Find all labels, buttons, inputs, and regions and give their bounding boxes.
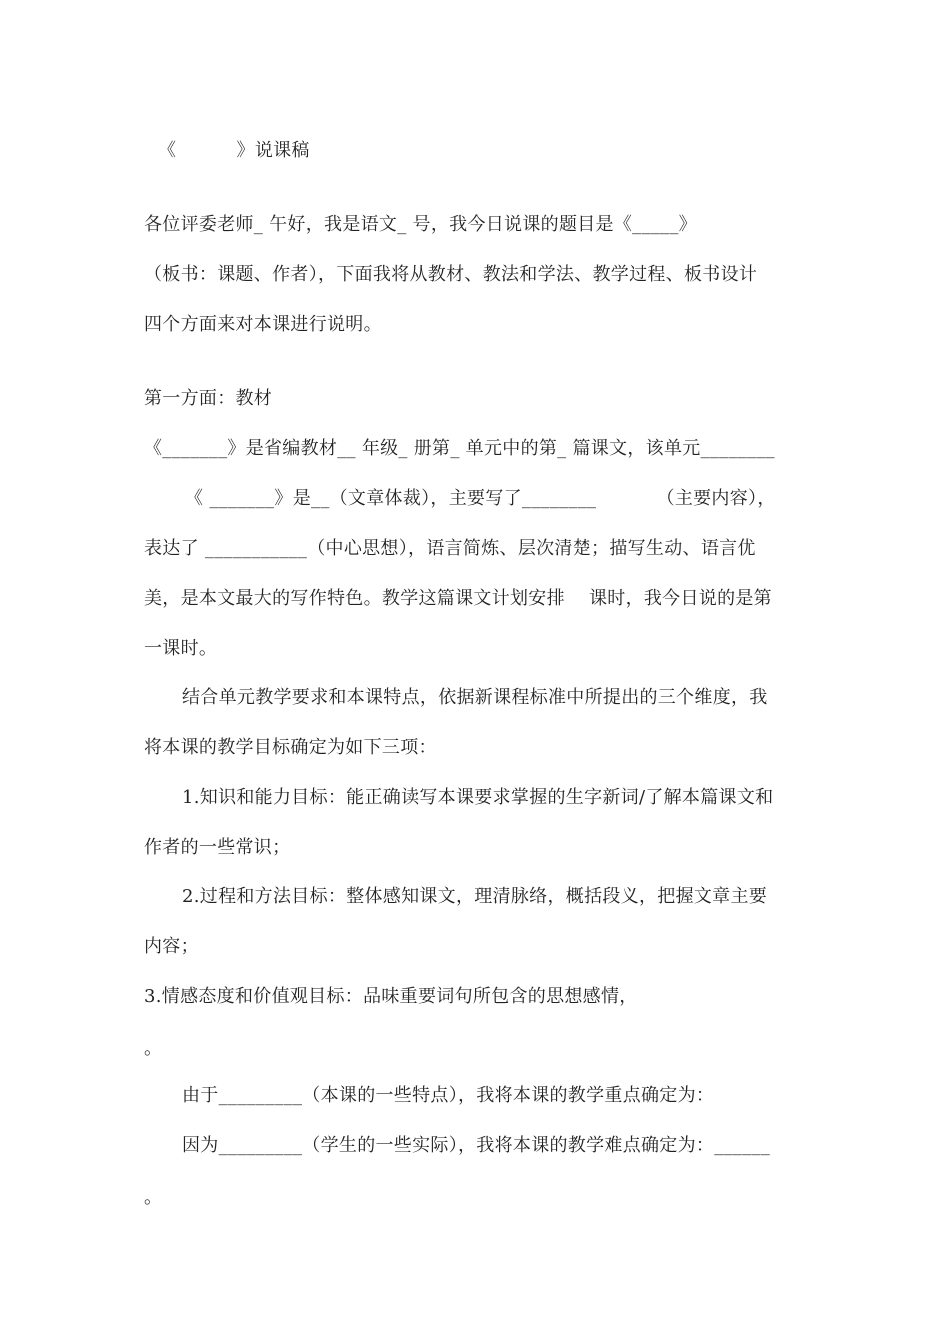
paragraph-line: 将本课的教学目标确定为如下三项： [144,737,437,758]
paragraph-line: 作者的一些常识； [144,837,291,858]
paragraph-line: （板书：课题、作者），下面我将从教材、教法和学法、教学过程、板书设计 [144,264,758,285]
paragraph-line: 《 _______》是__（文章体裁），主要写了________ （主要内容）， [185,488,776,509]
paragraph-line: 一课时。 [144,638,218,659]
paragraph-line: 四个方面来对本课进行说明。 [144,314,382,335]
paragraph-line: 内容； [144,936,199,957]
paragraph-line: 各位评委老师_ 午好，我是语文_ 号，我今日说课的题目是《_____》 [144,214,697,235]
objective-item: 3.情感态度和价值观目标：品味重要词句所包含的思想感情， [144,986,638,1007]
paragraph-line: 结合单元教学要求和本课特点，依据新课程标准中所提出的三个维度，我 [182,687,768,708]
paragraph-line: 。 [144,1038,163,1059]
paragraph-line: 表达了 ___________（中心思想），语言简炼、层次清楚；描写生动、语言优 [144,538,756,559]
paragraph-line: 《_______》是省编教材__ 年级_ 册第_ 单元中的第_ 篇课文，该单元________ [144,438,775,459]
objective-item: 1.知识和能力目标：能正确读写本课要求掌握的生字新词/了解本篇课文和 [182,787,774,808]
paragraph-line: 美，是本文最大的写作特色。教学这篇课文计划安排 课时，我今日说的是第 [144,588,772,609]
paragraph-line: 。 [144,1187,163,1208]
paragraph-line: 由于_________（本课的一些特点），我将本课的教学重点确定为： [182,1085,715,1106]
objective-item: 2.过程和方法目标：整体感知课文，理清脉络，概括段义，把握文章主要 [182,886,768,907]
paragraph-line: 因为_________（学生的一些实际），我将本课的教学难点确定为：______ [182,1135,770,1156]
document-title: 《 》说课稿 [158,140,310,161]
section-heading: 第一方面：教材 [144,388,273,409]
